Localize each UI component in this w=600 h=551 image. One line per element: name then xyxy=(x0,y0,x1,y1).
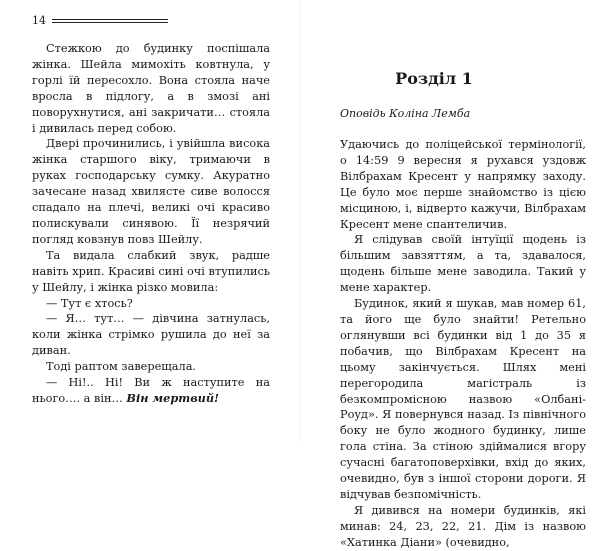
dialogue-line: — Я… тут… — дівчина затнулась, коли жінка стрімко рушила до неї за диван. xyxy=(32,312,270,358)
emphasis-text: Він мертвий! xyxy=(126,390,219,405)
paragraph: Удаючись до поліцейської термінології, о 14:59 9 вересня я рухався уздовж Вілбрахам Кресент у напрямку заходу. Це було моє перше знайомство із цією місциною, і, відверто кажучи, Вілбрахам Кресент мене спантеличив. xyxy=(340,138,586,231)
paragraph: Я дивився на номери будинків, які минав: 24, 23, 22, 21. Дім із назвою «Хатинка Діани» (очевидно, xyxy=(340,503,586,549)
paragraph: Та видала слабкий звук, радше навіть хрип. Красиві сині очі втупились у Шейлу, і жінка різко мовила: xyxy=(32,248,270,294)
paragraph: Я слідував своїй інтуїції щодень із більшим завзяттям, а та, здавалося, щодень більше мене заводила. Такий у мене характер. xyxy=(340,233,586,295)
header-rule xyxy=(52,18,168,24)
dialogue-line-final xyxy=(32,375,270,407)
chapter-title xyxy=(300,69,600,89)
page-number: 14 xyxy=(32,14,46,27)
right-page-body xyxy=(340,137,586,551)
page-header xyxy=(32,15,168,27)
chapter-title-text: Розділ 1 xyxy=(395,69,473,88)
dialogue-line: — Тут є хтось? xyxy=(46,296,133,310)
paragraph: Стежкою до будинку поспішала жінка. Шейла мимохіть ковтнула, у горлі їй пересохло. Вона стояла наче вросла в підлогу, а в змозі ані поворухнутися, ані закричати… стояла і дивилась перед собою. xyxy=(32,42,270,135)
chapter-subtitle: Оповідь Коліна Лемба xyxy=(340,107,471,120)
paragraph: Двері прочинились, і увійшла висока жінка старшого віку, тримаючи в руках господарську сумку. Акуратно зачесане назад хвилясте сиве волосся спадало на плечі, великі очі красиво полискували синявою. Її незрячий погляд ковзнув повз Шейлу. xyxy=(32,137,270,246)
left-page xyxy=(0,0,300,441)
left-page-body xyxy=(32,41,270,407)
dialogue-text: — Ні!.. Ні! Ви ж наступите на нього…. а він… xyxy=(32,376,270,405)
paragraph: Тоді раптом заверещала. xyxy=(46,360,197,374)
paragraph: Будинок, який я шукав, мав номер 61, та його ще було знайти! Ретельно оглянувши всі будинки від 1 до 35 я побачив, що Вілбрахам Кресент на цьому закінчується. Шлях мені перегородила магістраль із безкомпромісною назвою «Олбані-Роуд». Я повернувся назад. Із північного боку не було жодного будинку, лише гола стіна. За стіною здіймалися вгору сучасні багатоповерхівки, вхід до яких, очевидно, був з іншої сторони дороги. Я відчував безпомічність. xyxy=(340,297,586,501)
